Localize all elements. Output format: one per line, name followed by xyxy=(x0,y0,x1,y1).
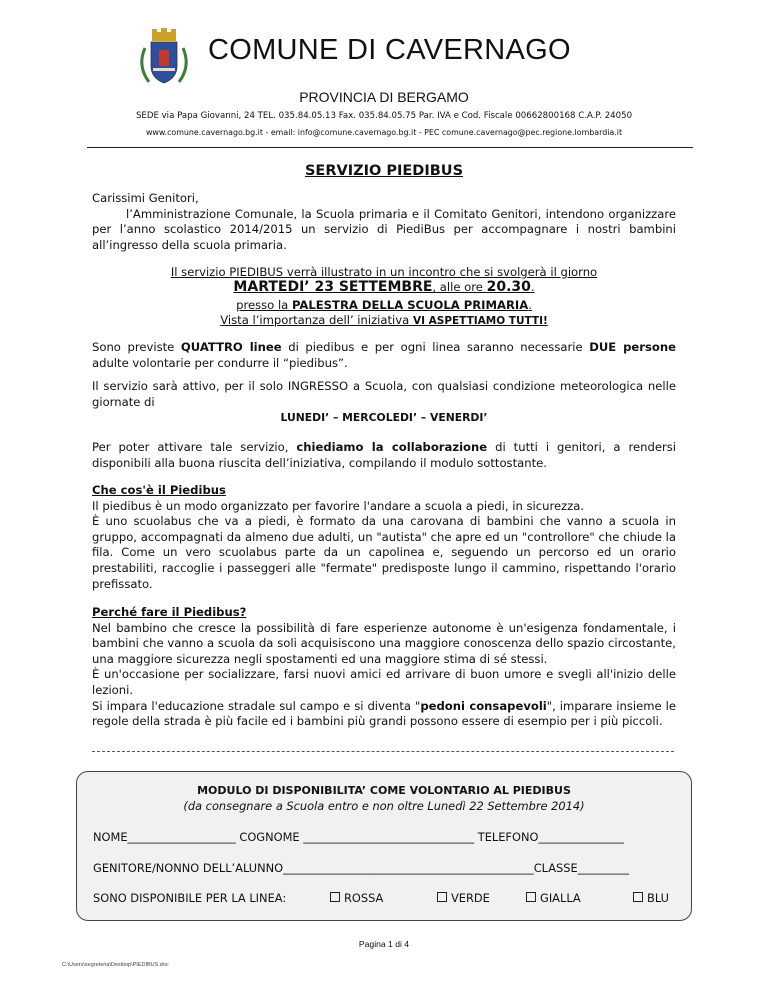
collab-paragraph: Per poter attivare tale servizio, chiediamo la collaborazione di tutti i genitori, a rendersi disponibili alla buona riuscita dell’iniziativa, compilando il modulo sottostante. xyxy=(92,440,676,470)
intro-text: l’Amministrazione Comunale, la Scuola primaria e il Comitato Genitori, intendono organizzare per l’anno scolastico 2014/2015 un servizio di PiediBus per accompagnare i nostri bambini all’ingresso della scuola primaria. xyxy=(92,206,676,252)
cognome-field[interactable]: ______________________________ xyxy=(303,830,475,844)
checkbox-blu[interactable]: BLU xyxy=(633,891,669,905)
sede-info: SEDE via Papa Giovanni, 24 TEL. 035.84.05.13 Fax. 035.84.05.75 Par. IVA e Cod. Fiscale 00662800168 C.A.P. 24050 xyxy=(135,111,633,121)
checkbox-verde[interactable]: VERDE xyxy=(437,891,490,905)
checkbox-icon xyxy=(633,892,643,902)
perche-title: Perché fare il Piedibus? xyxy=(92,605,247,619)
page-number: Pagina 1 di 4 xyxy=(358,939,410,949)
header-divider xyxy=(87,147,693,148)
perche-section: Perché fare il Piedibus? Nel bambino che cresce la possibilità di fare esperienze autonome è un'esigenza fondamentale, i bambini che vanno a scuola da soli acquisiscono una maggiore conoscenza dello spazio circostante, una maggiore sicurezza negli spostamenti ed una maggiore stima di sé stessi. È un'occasione per socializzare, farsi nuovi amici ed arrivare di buon umore e svegli all'inizio delle lezioni. Si impara l'educazione stradale sul campo e si diventa "pedoni consapevoli", imparare insieme le regole della strada è più facile ed i bambini più grandi possono essere di esempio per i più piccoli. xyxy=(92,605,677,729)
form-subtitle: (da consegnare a Scuola entro e non oltre Lunedì 22 Settembre 2014) xyxy=(183,799,585,813)
linee-paragraph: Sono previste QUATTRO linee di piedibus e per ogni linea saranno necessarie DUE persone adulte volontarie per condurre il “piedibus”. xyxy=(92,340,676,370)
form-row-genitore: GENITORE/NONNO DELL’ALUNNO____________________________________________CLASSE_________ xyxy=(93,861,629,875)
meeting-date-line: MARTEDI’ 23 SETTEMBRE, alle ore 20.30. xyxy=(233,279,535,295)
comune-name: COMUNE DI CAVERNAGO xyxy=(208,34,571,66)
document-title: SERVIZIO PIEDIBUS xyxy=(304,163,464,179)
file-path: C:\Users\segreteria\Desktop\PIEDIBUS.doc xyxy=(62,962,169,968)
contact-web: www.comune.cavernago.bg.it - email: info@comune.cavernago.bg.it - PEC comune.cavernago@pec.regione.lombardia.it xyxy=(145,128,623,137)
meeting-place-line: presso la PALESTRA DELLA SCUOLA PRIMARIA. xyxy=(236,298,532,312)
checkbox-gialla[interactable]: GIALLA xyxy=(526,891,581,905)
meeting-place: PALESTRA DELLA SCUOLA PRIMARIA xyxy=(291,298,529,312)
form-row-linea: SONO DISPONIBILE PER LA LINEA: ROSSA VERDE GIALLA BLU xyxy=(93,891,669,905)
telefono-field[interactable]: _______________ xyxy=(538,830,624,844)
alunno-field[interactable]: ____________________________________________ xyxy=(283,861,534,875)
form-row-name: NOME___________________ COGNOME ______________________________ TELEFONO_______________ xyxy=(93,830,624,844)
meeting-vista-line: Vista l’importanza dell’ iniziativa VI ASPETTIAMO TUTTI! xyxy=(220,313,548,327)
provincia: PROVINCIA DI BERGAMO xyxy=(299,89,469,105)
cut-line xyxy=(92,751,674,752)
nome-field[interactable]: ___________________ xyxy=(127,830,236,844)
intro-block xyxy=(92,191,676,253)
checkbox-icon xyxy=(437,892,447,902)
availability-form xyxy=(76,771,692,921)
checkbox-icon xyxy=(330,892,340,902)
form-title: MODULO DI DISPONIBILITA’ COME VOLONTARIO AL PIEDIBUS xyxy=(197,784,571,797)
greeting: Carissimi Genitori, xyxy=(92,191,199,205)
checkbox-icon xyxy=(526,892,536,902)
meeting-time: 20.30 xyxy=(486,279,531,295)
classe-field[interactable]: _________ xyxy=(577,861,629,875)
coat-of-arms-logo xyxy=(139,26,189,88)
attivo-paragraph: Il servizio sarà attivo, per il solo INGRESSO a Scuola, con qualsiasi condizione meteorologica nelle giornate di xyxy=(92,379,676,409)
meeting-line1: Il servizio PIEDIBUS verrà illustrato in un incontro che si svolgerà il giorno xyxy=(170,265,598,279)
giorni: LUNEDI’ – MERCOLEDI’ – VENERDI’ xyxy=(280,411,488,424)
cose-section: Che cos'è il Piedibus Il piedibus è un modo organizzato per favorire l'andare a scuola a piedi, in sicurezza. È uno scuolabus che va a piedi, è formato da una carovana di bambini che vanno a scuola in gruppo, accompagnati da almeno due adulti, un "autista" che apre ed un "controllore" che chiude la fila. Come un vero scuolabus parte da un capolinea e, seguendo un percorso ed un orario prestabiliti, raccoglie i passeggeri alle "fermate" predisposte lungo il cammino, rispettando l'orario prefissato. xyxy=(92,483,676,591)
cose-title: Che cos'è il Piedibus xyxy=(92,483,226,497)
checkbox-rossa[interactable]: ROSSA xyxy=(330,891,383,905)
meeting-date: MARTEDI’ 23 SETTEMBRE xyxy=(233,279,433,295)
